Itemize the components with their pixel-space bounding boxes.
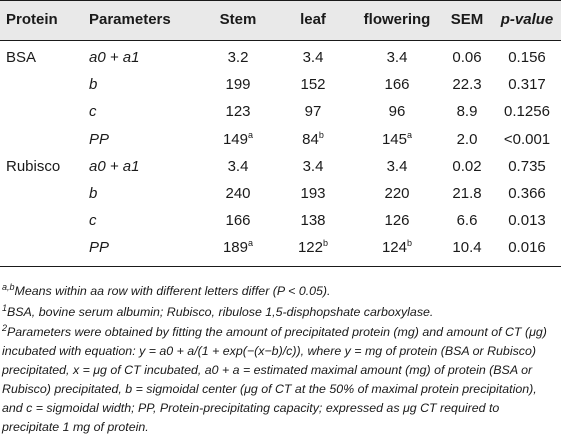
cell-sem-value: 22.3 (452, 76, 482, 94)
cell-parameter-value: c (89, 103, 97, 121)
cell-stem (210, 103, 266, 120)
cell-stem (210, 212, 266, 229)
header-stem: Stem (219, 11, 257, 28)
cell-sem-value: 21.8 (452, 185, 482, 202)
cell-protein (6, 158, 86, 175)
footnote (2, 323, 558, 437)
cell-flowering-value: 124 (381, 239, 407, 257)
cell-parameter (89, 185, 199, 202)
cell-p-value (497, 158, 557, 175)
cell-stem (210, 185, 266, 202)
cell-flowering (355, 76, 439, 93)
cell-protein (6, 49, 86, 66)
significance-superscript: b (318, 129, 324, 140)
cell-sem-value: 0.02 (452, 157, 482, 175)
header-flowering: flowering (363, 11, 431, 28)
cell-flowering-value: 3.4 (386, 157, 408, 175)
table-header (0, 0, 561, 41)
header-protein: Protein (6, 11, 58, 28)
cell-p-value (497, 76, 557, 93)
cell-flowering-value: 220 (384, 185, 410, 202)
cell-sem (447, 49, 487, 66)
cell-stem (210, 76, 266, 93)
cell-p-value-value: 0.013 (508, 212, 546, 230)
cell-flowering (355, 131, 439, 148)
cell-parameter-value: b (89, 76, 98, 94)
cell-parameter-value: a0 + a1 (89, 157, 140, 175)
cell-parameter (89, 49, 199, 66)
cell-leaf-value: 122 (297, 239, 323, 257)
cell-sem (447, 239, 487, 256)
cell-flowering-value: 96 (388, 103, 406, 121)
cell-parameter (89, 158, 199, 175)
cell-flowering (355, 103, 439, 120)
cell-sem (447, 212, 487, 229)
cell-p-value (497, 49, 557, 66)
cell-flowering (355, 158, 439, 175)
footnote-mark: 1 (2, 302, 8, 313)
cell-flowering (355, 49, 439, 66)
footnote (2, 303, 558, 322)
cell-leaf (290, 49, 336, 66)
cell-p-value-value: 0.317 (508, 76, 546, 94)
footnote (2, 282, 558, 301)
cell-leaf (290, 185, 336, 202)
cell-parameter (89, 103, 199, 120)
cell-sem-value: 2.0 (456, 130, 478, 148)
cell-sem (447, 185, 487, 202)
cell-sem (447, 158, 487, 175)
cell-stem-value: 189 (222, 239, 248, 257)
cell-leaf-value: 138 (300, 212, 326, 230)
cell-stem-value: 240 (225, 185, 251, 202)
cell-stem-value: 3.2 (227, 49, 249, 66)
table-bottom-rule (0, 266, 561, 267)
significance-superscript: b (407, 238, 413, 249)
cell-p-value-value: 0.156 (508, 49, 546, 66)
cell-sem (447, 131, 487, 148)
cell-flowering-value: 126 (384, 212, 410, 230)
footnote-text: BSA, bovine serum albumin; Rubisco, ribulose 1,5-disphopshate carboxylase. (7, 305, 434, 319)
cell-leaf-value: 193 (300, 185, 326, 202)
cell-stem-value: 149 (222, 130, 248, 148)
cell-p-value-value: <0.001 (503, 130, 551, 148)
cell-leaf-value: 97 (304, 103, 322, 121)
header-parameters: Parameters (89, 11, 171, 28)
significance-superscript: b (323, 238, 329, 249)
cell-leaf-value: 3.4 (302, 157, 324, 175)
cell-leaf-value: 84 (302, 130, 319, 148)
significance-superscript: a (248, 238, 254, 249)
cell-parameter (89, 76, 199, 93)
cell-p-value (497, 212, 557, 229)
significance-superscript: a (407, 129, 413, 140)
cell-p-value (497, 131, 557, 148)
cell-sem-value: 0.06 (452, 49, 482, 66)
cell-stem (210, 131, 266, 148)
cell-sem-value: 10.4 (452, 239, 482, 257)
cell-stem-value: 199 (225, 76, 251, 94)
cell-sem-value: 8.9 (456, 103, 478, 121)
cell-sem (447, 103, 487, 120)
cell-parameter (89, 239, 199, 256)
cell-sem (447, 76, 487, 93)
cell-protein-value: BSA (6, 49, 37, 66)
cell-leaf (290, 131, 336, 148)
cell-protein-value: Rubisco (6, 157, 61, 175)
cell-sem-value: 6.6 (456, 212, 478, 230)
cell-leaf (290, 158, 336, 175)
cell-p-value (497, 103, 557, 120)
cell-flowering (355, 185, 439, 202)
cell-parameter-value: a0 + a1 (89, 49, 140, 66)
significance-superscript: a (248, 129, 254, 140)
cell-flowering (355, 239, 439, 256)
cell-leaf (290, 103, 336, 120)
header-sem: SEM (450, 11, 484, 28)
cell-leaf (290, 239, 336, 256)
footnote-mark: a,b (2, 281, 15, 292)
footnote-text: Parameters were obtained by fitting the amount of precipitated protein (mg) and amount of CT (μg) incubated with equation: y = a0 + a/(1 + exp(−(x−b)/c)), where y = mg of protein (BSA or Rubisco) precipitated, x = μg of CT incubated, a0 + a = estimated maximal amount (mg) of protein (BSA or Rubisco) precipitated, b = sigmoidal center (μg of CT at the 50% of maximal protein precipitation), and c = sigmoidal width; PP, Protein-precipitating capacity; expressed as μg CT required to precipitate 1 mg of protein. (2, 325, 547, 434)
cell-p-value (497, 185, 557, 202)
cell-stem (210, 158, 266, 175)
cell-p-value (497, 239, 557, 256)
cell-parameter-value: PP (89, 130, 110, 148)
cell-leaf (290, 76, 336, 93)
header-p-value: p-value (500, 11, 554, 28)
cell-stem-value: 123 (225, 103, 251, 121)
cell-stem (210, 239, 266, 256)
cell-p-value-value: 0.016 (508, 239, 546, 257)
cell-p-value-value: 0.366 (508, 185, 546, 202)
header-leaf: leaf (300, 11, 326, 28)
cell-parameter-value: PP (89, 239, 110, 257)
footnote-mark: 2 (2, 322, 8, 333)
cell-p-value-value: 0.1256 (504, 103, 550, 121)
footnote-text: Means within aa row with different letters differ (P < 0.05). (14, 284, 331, 298)
cell-p-value-value: 0.735 (508, 157, 546, 175)
cell-parameter-value: b (89, 185, 98, 202)
cell-flowering (355, 212, 439, 229)
cell-parameter (89, 212, 199, 229)
cell-stem-value: 3.4 (227, 157, 249, 175)
cell-parameter (89, 131, 199, 148)
cell-stem (210, 49, 266, 66)
cell-stem-value: 166 (225, 212, 251, 230)
cell-flowering-value: 3.4 (386, 49, 408, 66)
cell-flowering-value: 145 (381, 130, 407, 148)
cell-parameter-value: c (89, 212, 97, 230)
cell-flowering-value: 166 (384, 76, 410, 94)
cell-leaf-value: 3.4 (302, 49, 324, 66)
cell-leaf (290, 212, 336, 229)
cell-leaf-value: 152 (300, 76, 326, 94)
